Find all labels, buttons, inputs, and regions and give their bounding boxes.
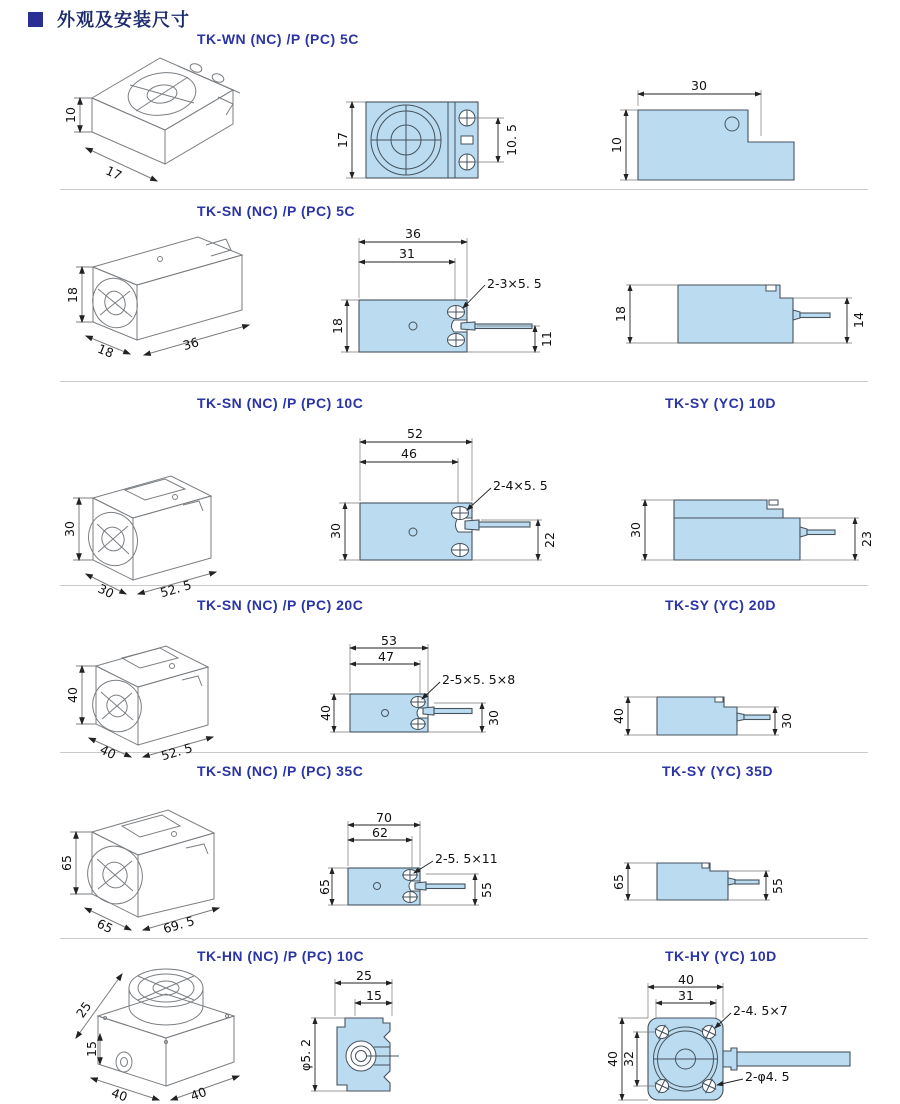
dim-label: 40 [678,972,694,987]
dim-label: 40 [97,741,119,763]
dim-label: 30 [95,580,117,602]
iso-view-drawing [60,55,310,190]
section-header-right: TK-SY (YC) 35D [662,763,773,779]
dim-label: 36 [181,334,201,354]
dim-label: 17 [335,132,350,148]
side-view-drawing [598,640,870,752]
dim-label: 18 [95,340,116,361]
callout-label: 2-3×5. 5 [487,276,542,291]
callout-label: 2-φ4. 5 [745,1069,790,1084]
dim-label: 53 [381,633,397,648]
dim-label: 46 [401,446,417,461]
side-view-drawing [600,268,870,370]
dim-label: 30 [328,523,343,539]
title-bullet-icon [28,12,43,27]
dim-label: 15 [366,988,382,1003]
dim-label: 69. 5 [161,913,197,937]
callout-label: 2-5×5. 5×8 [442,672,516,687]
dim-label: 31 [399,246,415,261]
front-view-drawing [318,633,570,752]
side-view-drawing [598,78,858,190]
dim-label: 47 [378,649,394,664]
dim-label: 65 [94,915,116,937]
section-divider [60,381,868,382]
dim-label: 65 [59,855,74,871]
section-header-left: TK-SN (NC) /P (PC) 20C [197,597,364,613]
section-header-right: TK-SY (YC) 10D [665,395,776,411]
iso-view-drawing [60,606,260,764]
dim-label: 40 [318,705,333,721]
dim-label: 18 [613,306,628,322]
section-header-left: TK-SN (NC) /P (PC) 10C [197,395,364,411]
side-view-drawing [598,850,870,932]
dim-label: 14 [851,312,866,328]
page-title: 外观及安装尺寸 [57,10,190,30]
side-view-drawing [615,478,875,578]
dim-label: 30 [628,522,643,538]
section-header-right: TK-SY (YC) 20D [665,597,776,613]
dim-label: 31 [678,988,694,1003]
dim-label: 65 [317,879,332,895]
dim-label: 25 [72,998,95,1021]
dim-label: 30 [691,78,707,93]
iso-view-drawing [60,195,315,377]
dim-label: 40 [605,1051,620,1067]
iso-view-drawing [58,958,263,1104]
dim-label: 18 [330,318,345,334]
section-header-right: TK-HY (YC) 10D [665,948,777,964]
dim-label: 10. 5 [504,124,519,156]
front-view-drawing [325,428,580,586]
dim-label: 70 [376,810,392,825]
dim-label: 62 [372,825,388,840]
dim-label: 11 [539,331,554,347]
dim-label: 18 [65,287,80,303]
front-view-drawing [325,228,575,378]
dim-label: 55 [770,878,785,894]
dim-label: 22 [542,532,557,548]
dim-label: 52. 5 [159,740,195,764]
section-header-left: TK-SN (NC) /P (PC) 35C [197,763,364,779]
dim-label: 30 [779,713,794,729]
dim-label: 52 [407,426,423,441]
front-view-drawing [328,92,543,192]
section-header-left: TK-SN (NC) /P (PC) 5C [197,203,356,219]
callout-label: 2-4. 5×7 [733,1003,788,1018]
dim-label: 15 [84,1041,99,1057]
dim-label: 25 [356,968,372,983]
dim-label: 17 [103,162,125,184]
callout-label: 2-5. 5×11 [435,851,498,866]
dim-label: 10 [609,137,624,153]
dim-label: 40 [109,1085,130,1104]
dim-label: 65 [611,874,626,890]
page-title-row [28,6,190,32]
dim-label: 40 [188,1084,209,1104]
front-view-drawing [317,810,570,930]
dim-label: 40 [65,687,80,703]
section-header-left: TK-WN (NC) /P (PC) 5C [197,31,359,47]
dim-label: 30 [486,710,501,726]
iso-view-drawing [55,425,270,600]
iso-view-drawing [52,782,277,937]
dim-label: φ5. 2 [298,1038,313,1072]
callout-label: 2-4×5. 5 [493,478,548,493]
front-view-drawing [605,973,885,1104]
profile-view-drawing [295,968,435,1104]
dim-label: 55 [479,882,494,898]
dim-label: 36 [405,226,421,241]
dim-label: 52. 5 [158,577,194,601]
section-divider [60,938,868,939]
dim-label: 40 [611,708,626,724]
dim-label: 30 [62,521,77,537]
section-header-left: TK-HN (NC) /P (PC) 10C [197,948,365,964]
dim-label: 23 [859,531,874,547]
dim-label: 10 [63,107,78,123]
dim-label: 32 [621,1051,636,1067]
